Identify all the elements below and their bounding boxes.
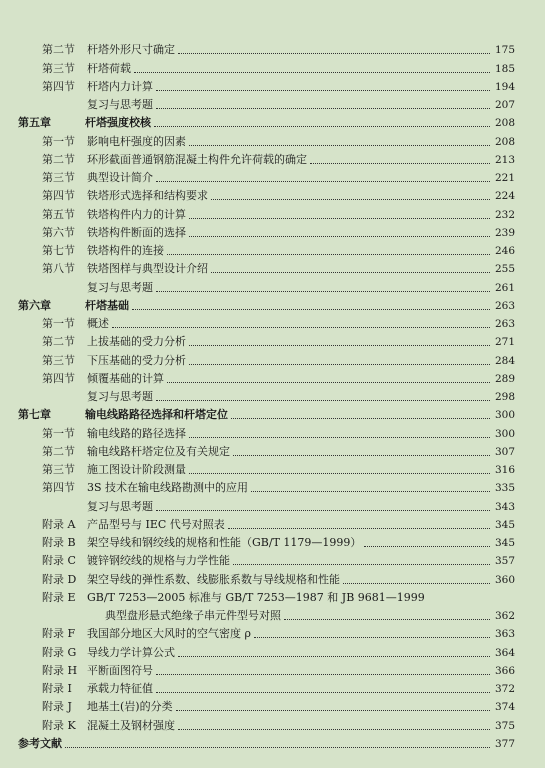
toc-dot-leader bbox=[189, 473, 490, 474]
toc-dot-leader bbox=[156, 400, 490, 401]
toc-dot-leader bbox=[176, 710, 490, 711]
toc-entry-title: 典型设计简介 bbox=[87, 171, 153, 184]
toc-entry-label: 第八节 bbox=[42, 262, 75, 276]
toc-entry-label: 附录 F bbox=[42, 627, 76, 641]
toc-entry-page: 343 bbox=[494, 500, 515, 513]
toc-entry-title: 铁塔图样与典型设计介绍 bbox=[87, 262, 208, 276]
toc-entry-title: 我国部分地区大风时的空气密度 ρ bbox=[87, 627, 251, 641]
toc-entry-page: 374 bbox=[494, 701, 515, 714]
toc-dot-leader bbox=[233, 564, 490, 565]
toc-entry-page: 239 bbox=[494, 226, 515, 239]
toc-dot-leader bbox=[156, 108, 490, 109]
toc-entry[interactable] bbox=[18, 295, 515, 313]
toc-dot-leader bbox=[364, 546, 490, 547]
toc-entry-label: 第四节 bbox=[42, 189, 75, 203]
toc-entry-label: 第二节 bbox=[42, 444, 75, 458]
toc-entry-label: 第七节 bbox=[42, 244, 75, 257]
toc-entry-title: 产品型号与 IEC 代号对照表 bbox=[87, 517, 225, 531]
toc-entry-title: 铁塔形式选择和结构要求 bbox=[87, 189, 208, 203]
toc-entry-title: 复习与思考题 bbox=[87, 280, 153, 294]
toc-entry[interactable] bbox=[18, 477, 515, 495]
toc-entry-label: 第二节 bbox=[42, 335, 75, 349]
toc-entry-label: 附录 H bbox=[42, 663, 78, 677]
toc-entry-label: 第二节 bbox=[42, 152, 75, 166]
toc-entry-page: 335 bbox=[494, 482, 515, 495]
toc-dot-leader bbox=[211, 199, 490, 200]
toc-entry[interactable] bbox=[18, 130, 515, 148]
toc-entry-title: 杆塔内力计算 bbox=[87, 79, 153, 93]
toc-entry-page: 345 bbox=[494, 537, 515, 549]
toc-entry-title: 复习与思考题 bbox=[87, 98, 153, 111]
toc-entry-page: 261 bbox=[494, 281, 515, 294]
toc-entry-title: GB/T 7253—2005 标准与 GB/T 7253—1987 和 JB 9681—1999 bbox=[87, 590, 425, 604]
toc-entry-title: 输电线路的路径选择 bbox=[87, 426, 186, 440]
toc-dot-leader bbox=[189, 437, 490, 438]
toc-entry[interactable] bbox=[18, 331, 515, 349]
toc-dot-leader bbox=[167, 254, 490, 255]
toc-dot-leader bbox=[254, 637, 490, 638]
toc-entry-page: 263 bbox=[494, 299, 515, 312]
toc-entry[interactable] bbox=[18, 605, 515, 623]
toc-dot-leader bbox=[156, 291, 490, 292]
toc-entry-page: 289 bbox=[494, 372, 515, 385]
toc-entry-title: 概述 bbox=[87, 317, 109, 330]
toc-entry-title: 输电线路路径选择和杆塔定位 bbox=[85, 408, 228, 422]
toc-entry-label: 第四节 bbox=[42, 79, 75, 93]
toc-entry[interactable] bbox=[18, 185, 515, 203]
toc-entry[interactable] bbox=[18, 76, 515, 94]
toc-entry[interactable] bbox=[18, 623, 515, 641]
toc-entry-title: 平断面图符号 bbox=[87, 663, 153, 677]
toc-entry-label: 第五章 bbox=[18, 116, 51, 130]
toc-entry-page: 345 bbox=[494, 518, 515, 531]
toc-entry-page: 372 bbox=[494, 683, 515, 695]
toc-entry-page: 255 bbox=[494, 263, 515, 276]
toc-entry-title: 参考文献 bbox=[18, 736, 62, 750]
toc-dot-leader bbox=[189, 236, 490, 237]
toc-entry-label: 附录 J bbox=[42, 700, 72, 714]
toc-entry-label: 附录 K bbox=[42, 718, 76, 732]
toc-entry[interactable] bbox=[18, 57, 515, 75]
toc-entry-label: 附录 C bbox=[42, 554, 76, 568]
toc-entry-label: 第二节 bbox=[42, 43, 75, 57]
toc-entry-title: 铁塔构件内力的计算 bbox=[87, 207, 186, 221]
toc-dot-leader bbox=[156, 90, 490, 91]
toc-entry[interactable] bbox=[18, 349, 515, 367]
toc-entry-title: 镀锌钢绞线的规格与力学性能 bbox=[87, 554, 230, 568]
toc-entry-title: 铁塔构件的连接 bbox=[87, 244, 164, 257]
toc-dot-leader bbox=[167, 382, 490, 383]
toc-entry-label: 第六章 bbox=[18, 298, 51, 312]
toc-entry-label: 附录 D bbox=[42, 572, 77, 586]
toc-entry[interactable] bbox=[18, 276, 515, 294]
toc-entry-page: 271 bbox=[494, 336, 515, 349]
toc-entry-page: 363 bbox=[494, 628, 515, 641]
toc-entry-title: 复习与思考题 bbox=[87, 499, 153, 513]
toc-entry-title: 施工图设计阶段测量 bbox=[87, 463, 186, 476]
toc-entry[interactable] bbox=[18, 733, 515, 751]
toc-entry-page: 224 bbox=[494, 190, 515, 203]
toc-dot-leader bbox=[189, 364, 490, 365]
toc-entry[interactable] bbox=[18, 240, 515, 258]
toc-entry[interactable] bbox=[18, 404, 515, 422]
toc-dot-leader bbox=[178, 53, 490, 54]
toc-entry[interactable] bbox=[18, 222, 515, 240]
toc-dot-leader bbox=[228, 528, 490, 529]
toc-entry-title: 输电线路杆塔定位及有关规定 bbox=[87, 444, 230, 458]
toc-entry-title: 环形截面普通钢筋混凝土构件允许荷载的确定 bbox=[87, 152, 307, 166]
toc-entry[interactable] bbox=[18, 514, 515, 532]
toc-entry-page: 357 bbox=[494, 555, 515, 568]
toc-dot-leader bbox=[156, 674, 490, 675]
toc-entry[interactable] bbox=[18, 422, 515, 440]
toc-entry-title: 典型盘形悬式绝缘子串元件型号对照 bbox=[105, 609, 281, 622]
toc-entry-page: 375 bbox=[494, 719, 515, 732]
toc-entry[interactable] bbox=[18, 641, 515, 659]
toc-dot-leader bbox=[156, 692, 490, 693]
toc-entry-label: 附录 A bbox=[42, 517, 76, 531]
toc-entry-label: 第四节 bbox=[42, 481, 75, 495]
toc-entry-label: 第三节 bbox=[42, 353, 75, 367]
toc-entry[interactable] bbox=[18, 568, 515, 586]
toc-dot-leader bbox=[112, 327, 490, 328]
toc-entry-title: 杆塔外形尺寸确定 bbox=[87, 43, 175, 57]
toc-dot-leader bbox=[310, 163, 490, 164]
toc-entry-label: 附录 I bbox=[42, 682, 72, 695]
toc-entry[interactable] bbox=[18, 94, 515, 112]
toc-dot-leader bbox=[233, 455, 490, 456]
toc-entry[interactable] bbox=[18, 532, 515, 550]
toc-dot-leader bbox=[134, 72, 490, 73]
toc-entry[interactable] bbox=[18, 495, 515, 513]
toc-entry-title: 复习与思考题 bbox=[87, 390, 153, 403]
toc-entry[interactable] bbox=[18, 112, 515, 130]
toc-entry-title: 影响电杆强度的因素 bbox=[87, 134, 186, 148]
toc-entry[interactable] bbox=[18, 459, 515, 477]
toc-entry-title: 铁塔构件断面的选择 bbox=[87, 225, 186, 239]
toc-entry-page: 221 bbox=[494, 172, 515, 184]
toc-dot-leader bbox=[189, 345, 490, 346]
toc-entry-page: 175 bbox=[494, 44, 515, 57]
toc-entry-title: 混凝土及钢材强度 bbox=[87, 718, 175, 732]
toc-dot-leader bbox=[251, 491, 490, 492]
toc-dot-leader bbox=[156, 510, 490, 511]
toc-dot-leader bbox=[65, 747, 490, 748]
toc-dot-leader bbox=[178, 656, 490, 657]
toc-entry-page: 366 bbox=[494, 664, 515, 677]
toc-dot-leader bbox=[211, 272, 490, 273]
toc-entry-page: 213 bbox=[494, 153, 515, 166]
toc-entry-title: 导线力学计算公式 bbox=[87, 645, 175, 659]
toc-entry-label: 第五节 bbox=[42, 207, 75, 221]
toc-entry-page: 300 bbox=[494, 427, 515, 440]
toc-entry-label: 第七章 bbox=[18, 408, 51, 422]
toc-entry-title: 架空导线的弹性系数、线膨胀系数与导线规格和性能 bbox=[87, 572, 340, 586]
toc-entry-label: 第三节 bbox=[42, 171, 75, 184]
toc-entry-label: 附录 B bbox=[42, 536, 76, 549]
toc-entry-page: 185 bbox=[494, 62, 515, 75]
toc-entry-label: 附录 E bbox=[42, 590, 76, 604]
toc-entry-page: 246 bbox=[494, 245, 515, 257]
toc-entry[interactable] bbox=[18, 714, 515, 732]
toc-entry-page: 307 bbox=[494, 445, 515, 458]
toc-entry-title: 承载力特征值 bbox=[87, 682, 153, 695]
toc-dot-leader bbox=[178, 729, 490, 730]
toc-entry-label: 第一节 bbox=[42, 134, 75, 148]
toc-dot-leader bbox=[189, 218, 490, 219]
toc-entry-page: 207 bbox=[494, 99, 515, 111]
toc-entry-page: 360 bbox=[494, 573, 515, 586]
toc-entry[interactable] bbox=[18, 258, 515, 276]
toc-dot-leader bbox=[231, 418, 490, 419]
toc-entry-page: 316 bbox=[494, 464, 515, 476]
toc-entry-page: 284 bbox=[494, 354, 515, 367]
toc-entry[interactable] bbox=[18, 39, 515, 57]
toc-entry-page: 194 bbox=[494, 80, 515, 93]
toc-entry[interactable] bbox=[18, 587, 515, 605]
toc-entry[interactable] bbox=[18, 550, 515, 568]
toc-entry-page: 208 bbox=[494, 135, 515, 148]
toc-entry-title: 地基土(岩)的分类 bbox=[87, 700, 173, 714]
toc-entry-label: 附录 G bbox=[42, 645, 77, 659]
toc-entry-label: 第三节 bbox=[42, 61, 75, 75]
toc-entry-page: 208 bbox=[494, 117, 515, 130]
toc-entry[interactable] bbox=[18, 386, 515, 404]
toc-entry-title: 下压基础的受力分析 bbox=[87, 353, 186, 367]
toc-entry-label: 第六节 bbox=[42, 225, 75, 239]
toc-dot-leader bbox=[154, 126, 490, 127]
toc-entry[interactable] bbox=[18, 696, 515, 714]
toc-dot-leader bbox=[132, 309, 490, 310]
toc-entry-title: 倾覆基础的计算 bbox=[87, 371, 164, 385]
toc-dot-leader bbox=[343, 583, 490, 584]
toc-entry-page: 263 bbox=[494, 318, 515, 330]
toc-entry[interactable] bbox=[18, 149, 515, 167]
toc-dot-leader bbox=[189, 145, 490, 146]
toc-entry[interactable] bbox=[18, 368, 515, 386]
toc-entry[interactable] bbox=[18, 203, 515, 221]
toc-entry-title: 上拔基础的受力分析 bbox=[87, 335, 186, 349]
toc-dot-leader bbox=[284, 619, 490, 620]
toc-entry-label: 第三节 bbox=[42, 463, 75, 476]
table-of-contents bbox=[18, 39, 515, 751]
toc-entry-page: 232 bbox=[494, 208, 515, 221]
toc-entry[interactable] bbox=[18, 660, 515, 678]
toc-entry[interactable] bbox=[18, 167, 515, 185]
toc-entry[interactable] bbox=[18, 678, 515, 696]
toc-entry[interactable] bbox=[18, 441, 515, 459]
toc-entry-title: 3S 技术在输电线路勘测中的应用 bbox=[87, 481, 249, 495]
toc-entry-title: 杆塔强度校核 bbox=[85, 116, 151, 130]
toc-entry[interactable] bbox=[18, 313, 515, 331]
toc-dot-leader bbox=[156, 181, 490, 182]
toc-entry-page: 298 bbox=[494, 391, 515, 403]
toc-entry-page: 364 bbox=[494, 646, 515, 659]
toc-entry-title: 杆塔荷载 bbox=[87, 61, 131, 75]
toc-entry-title: 架空导线和钢绞线的规格和性能（GB/T 1179—1999） bbox=[87, 536, 362, 549]
toc-entry-page: 362 bbox=[494, 610, 515, 622]
toc-entry-label: 第一节 bbox=[42, 317, 75, 330]
toc-entry-label: 第四节 bbox=[42, 371, 75, 385]
toc-entry-label: 第一节 bbox=[42, 426, 75, 440]
toc-entry-title: 杆塔基础 bbox=[85, 298, 129, 312]
toc-entry-page: 300 bbox=[494, 409, 515, 422]
toc-entry-page: 377 bbox=[494, 737, 515, 750]
